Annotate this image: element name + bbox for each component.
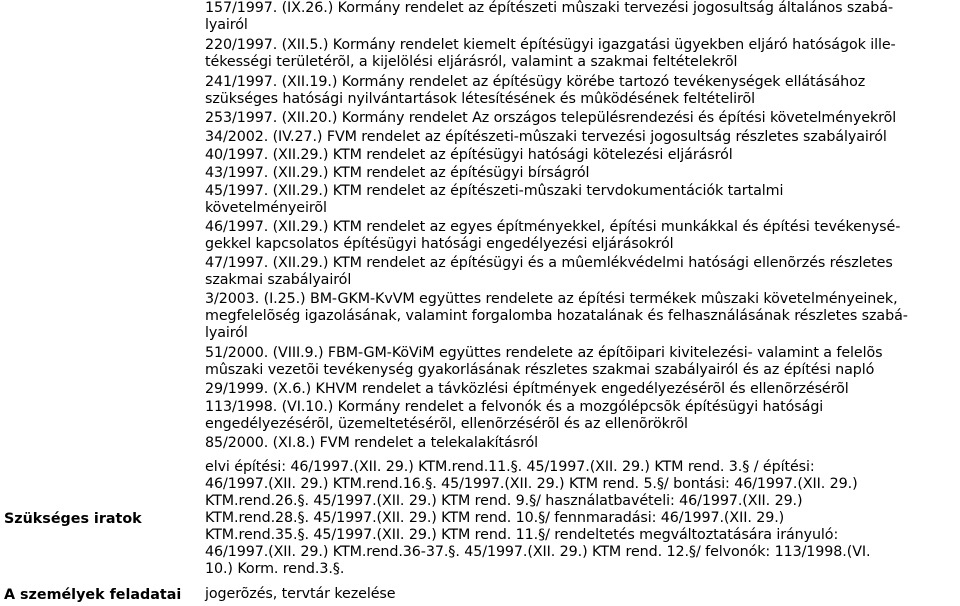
law-line: 113/1998. (VI.10.) Kormány rendelet a felvonók és a mozgólépcsõk építésügyi hatósági [205,399,824,415]
required-docs-line: 46/1997.(XII. 29.) KTM.rend.36-37.§. 45/1997.(XII. 29.) KTM rend. 12.§/ felvonók: 113/1998.(VI. [205,544,871,560]
required-docs-line: KTM.rend.26.§. 45/1997.(XII. 29.) KTM rend. 9.§/ használatbavételi: 46/1997.(XII. 29.) [205,493,803,509]
law-line: tékességi területérõl, a kijelölési eljárásról, valamint a szakmai feltételekrõl [205,54,738,70]
law-line: 46/1997. (XII.29.) KTM rendelet az egyes építményekkel, építési munkákkal és építési tevékenysé- [205,219,901,235]
required-docs-line: elvi építési: 46/1997.(XII. 29.) KTM.rend.11.§. 45/1997.(XII. 29.) KTM rend. 3.§ / építési: [205,459,815,475]
law-line: 51/2000. (VIII.9.) FBM-GM-KöViM együttes rendelete az építõipari kivitelezési- valamint a felelõs [205,345,883,361]
law-line: 241/1997. (XII.19.) Kormány rendelet az építésügy körébe tartozó tevékenységek ellátásához [205,74,866,90]
law-line: 47/1997. (XII.29.) KTM rendelet az építésügyi és a mûemlékvédelmi hatósági ellenõrzés részletes [205,255,893,271]
law-line: 85/2000. (XI.8.) FVM rendelet a telekalakításról [205,435,539,451]
duties-line: jogerõzés, tervtár kezelése [205,586,396,602]
law-line: 253/1997. (XII.20.) Kormány rendelet Az országos településrendezési és építési követelményekrõl [205,110,897,126]
law-line: 157/1997. (IX.26.) Kormány rendelet az építészeti mûszaki tervezési jogosultság általános szabá- [205,0,894,16]
required-docs-line: 10.) Korm. rend.3.§. [205,561,345,577]
law-line: lyairól [205,17,248,33]
law-line: szakmai szabályairól [205,272,352,288]
required-docs-line: KTM.rend.35.§. 45/1997.(XII. 29.) KTM rend. 11.§/ rendeltetés megváltoztatására irányuló: [205,527,839,543]
law-line: 3/2003. (I.25.) BM-GKM-KvVM együttes rendelete az építési termékek mûszaki követelményeinek, [205,291,898,307]
required-docs-line: 46/1997.(XII. 29.) KTM.rend.16.§. 45/1997.(XII. 29.) KTM rend. 5.§/ bontási: 46/1997.(XII. 29.) [205,476,858,492]
law-line: 220/1997. (XII.5.) Kormány rendelet kiemelt építésügyi igazgatási ügyekben eljáró hatóságok ille- [205,37,896,53]
left-label-column [0,0,197,606]
law-line: követelményeirõl [205,200,327,216]
law-line: 40/1997. (XII.29.) KTM rendelet az építésügyi hatósági kötelezési eljárásról [205,147,733,163]
law-line: 34/2002. (IV.27.) FVM rendelet az építészeti-mûszaki tervezési jogosultság részletes szabályairól [205,129,887,145]
law-line: mûszaki vezetõi tevékenység gyakorlásának részletes szakmai szabályairól és az építési napló [205,362,875,378]
law-line: 29/1999. (X.6.) KHVM rendelet a távközlési építmények engedélyezésérõl és ellenõrzésérõl [205,381,849,397]
law-line: gekkel kapcsolatos építésügyi hatósági engedélyezési eljárásokról [205,236,674,252]
law-line: 43/1997. (XII.29.) KTM rendelet az építésügyi bírságról [205,165,590,181]
law-line: megfelelõség igazolásának, valamint forgalomba hozatalának és felhasználásának részletes szabá- [205,308,908,324]
law-line: engedélyezésérõl, üzemeltetésérõl, ellenõrzésérõl és az ellenõrökrõl [205,416,688,432]
law-line: lyairól [205,325,248,341]
law-line: 45/1997. (XII.29.) KTM rendelet az építészeti-mûszaki tervdokumentációk tartalmi [205,183,784,199]
law-line: szükséges hatósági nyilvántartások létesítésének és mûködésének feltételirõl [205,91,755,107]
label-szukseges-iratok: Szükséges iratok [4,511,142,527]
required-docs-line: KTM.rend.28.§. 45/1997.(XII. 29.) KTM rend. 10.§/ fennmaradási: 46/1997.(XII. 29.) [205,510,785,526]
label-szemelyek-feladatai: A személyek feladatai [4,587,182,603]
